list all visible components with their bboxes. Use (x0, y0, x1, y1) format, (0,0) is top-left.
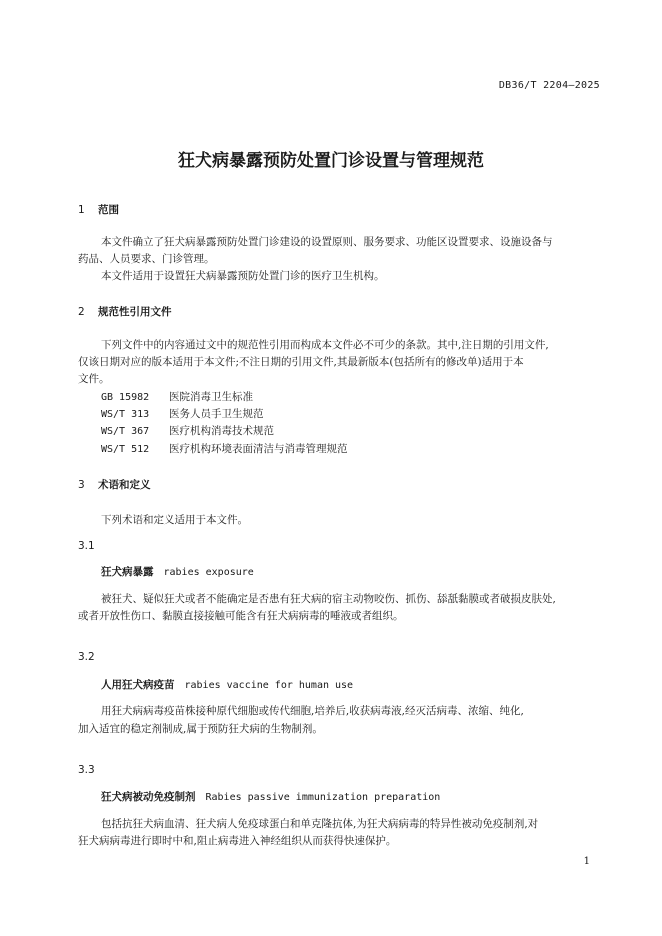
definition-line: 狂犬病病毒进行即时中和,阻止病毒进入神经组织从而获得快速保护。 (78, 835, 397, 847)
reference-title: 医院消毒卫生标准 (169, 391, 253, 403)
definition-line: 加入适宜的稳定剂制成,属于预防狂犬病的生物制剂。 (78, 723, 323, 735)
term-heading (101, 564, 254, 579)
paragraph-line: 本文件适用于设置狂犬病暴露预防处置门诊的医疗卫生机构。 (101, 270, 385, 282)
reference-code: WS/T 512 (101, 444, 150, 455)
reference-code: GB 15982 (101, 392, 150, 403)
reference-title: 医疗机构环境表面清洁与消毒管理规范 (169, 443, 348, 455)
reference-code: WS/T 313 (101, 409, 150, 420)
section-number: 3 (78, 479, 85, 491)
paragraph-line: 下列术语和定义适用于本文件。 (101, 514, 248, 526)
term-number: 3.2 (78, 651, 95, 663)
section-title: 术语和定义 (98, 479, 151, 491)
paragraph-line: 本文件确立了狂犬病暴露预防处置门诊建设的设置原则、服务要求、功能区设置要求、设施设备与 (101, 236, 553, 248)
term-heading (101, 789, 440, 804)
paragraph-line: 药品、人员要求、门诊管理。 (78, 253, 215, 265)
term-english: rabies vaccine for human use (184, 680, 354, 691)
definition-line: 被狂犬、疑似狂犬或者不能确定是否患有狂犬病的宿主动物咬伤、抓伤、舔舐黏膜或者破损皮肤处, (101, 593, 556, 605)
paragraph-line: 下列文件中的内容通过文中的规范性引用而构成本文件必不可少的条款。其中,注日期的引用文件, (101, 339, 549, 351)
reference-item (101, 389, 253, 404)
term-chinese: 人用狂犬病疫苗 (101, 679, 175, 691)
term-chinese: 狂犬病暴露 (101, 566, 154, 578)
term-heading (101, 677, 353, 692)
section-title: 规范性引用文件 (98, 306, 172, 318)
page-number: 1 (583, 856, 590, 867)
section-title: 范围 (98, 204, 119, 216)
paragraph-line: 仅该日期对应的版本适用于本文件;不注日期的引用文件,其最新版本(包括所有的修改单)适用于本 (78, 356, 524, 368)
definition-line: 包括抗狂犬病血清、狂犬病人免疫球蛋白和单克隆抗体,为狂犬病病毒的特异性被动免疫制剂,对 (101, 818, 539, 830)
definition-line: 用狂犬病病毒疫苗株接种原代细胞或传代细胞,培养后,收获病毒液,经灭活病毒、浓缩、纯化, (101, 705, 524, 717)
definition-line: 或者开放性伤口、黏膜直接接触可能含有狂犬病病毒的唾液或者组织。 (78, 610, 404, 622)
section-number: 2 (78, 306, 85, 318)
reference-code: WS/T 367 (101, 426, 150, 437)
section-number: 1 (78, 204, 85, 216)
term-number: 3.3 (78, 764, 95, 776)
reference-title: 医务人员手卫生规范 (169, 408, 264, 420)
term-english: Rabies passive immunization preparation (205, 792, 441, 803)
section-2-heading (78, 304, 172, 319)
section-1-heading (78, 202, 119, 217)
reference-item (101, 406, 264, 421)
document-title: 狂犬病暴露预防处置门诊设置与管理规范 (178, 151, 484, 171)
term-number: 3.1 (78, 540, 95, 552)
reference-title: 医疗机构消毒技术规范 (169, 425, 274, 437)
reference-item (101, 423, 274, 438)
section-3-heading (78, 477, 151, 492)
reference-item (101, 441, 348, 456)
term-chinese: 狂犬病被动免疫制剂 (101, 791, 196, 803)
term-english: rabies exposure (163, 567, 254, 578)
standard-number: DB36/T 2204—2025 (498, 80, 600, 91)
paragraph-line: 文件。 (78, 373, 110, 385)
